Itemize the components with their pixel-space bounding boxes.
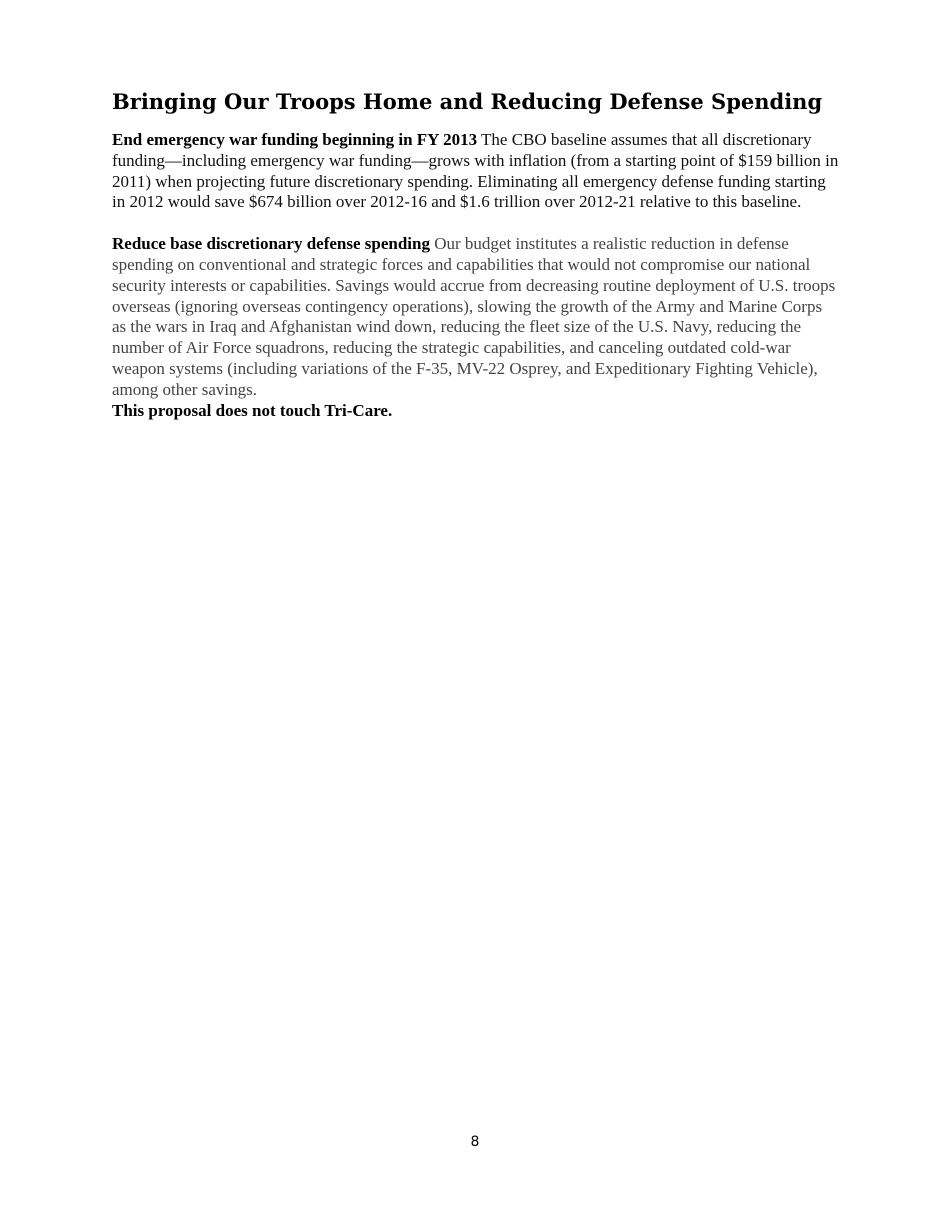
page-content — [112, 88, 840, 421]
paragraph-emergency-war-funding — [112, 130, 840, 213]
paragraph-body: The CBO baseline assumes that all discretionary funding—including emergency war funding—grows with inflation (from a starting point of $159 billion in 2011) when projecting future discretionary spending. Eliminating all emergency defense funding starting in 2012 would save $674 billion over 2012-16 and $1.6 trillion over 2012-21 relative to this baseline. — [112, 130, 839, 212]
paragraph-lead: Reduce base discretionary defense spending — [112, 234, 430, 254]
page-number: 8 — [470, 1134, 480, 1150]
paragraph-base-defense-spending — [112, 234, 840, 400]
closing-statement: This proposal does not touch Tri-Care. — [112, 400, 393, 420]
paragraph-body: Our budget institutes a realistic reduction in defense spending on conventional and strategic forces and capabilities that would not compromise our national security interests or capabilities. Savings would accrue from decreasing routine deployment of U.S. troops overseas (ignoring overseas contingency operations), slowing the growth of the Army and Marine Corps as the wars in Iraq and Afghanistan wind down, reducing the fleet size of the U.S. Navy, reducing the number of Air Force squadrons, reducing the strategic capabilities, and canceling outdated cold-war weapon systems (including variations of the F-35, MV-22 Osprey, and Expeditionary Fighting Vehicle), among other savings. — [112, 234, 836, 399]
paragraph-lead: End emergency war funding beginning in FY 2013 — [112, 130, 478, 149]
section-heading: Bringing Our Troops Home and Reducing Defense Spending — [112, 89, 823, 114]
